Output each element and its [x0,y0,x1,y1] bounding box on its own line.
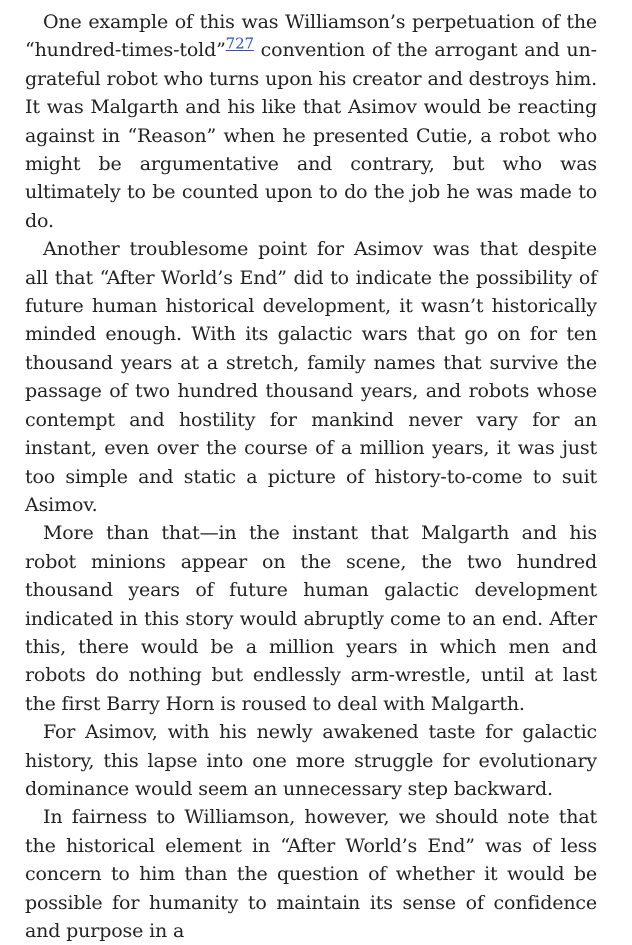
paragraph-1-text-after-note: convention of the arrogant and ungrateful robot who turns upon his creator and destroys him. It was Malgarth and his like that Asimov would be reacting against in “Reason” when he presented Cutie, a robot who might be argumentative and contrary, but who was ultimately to be counted upon to do the job he was made to do. [25,39,597,232]
paragraph-4: For Asimov, with his newly awakened taste for galactic history, this lapse into one more struggle for evolutionary dominance would seem an unnecessary step backward. [25,721,597,800]
paragraph-2: Another troublesome point for Asimov was that despite all that “After World’s End” did to indicate the possibility of future human historical development, it wasn’t historically minded enough. With its galactic wars that go on for ten thousand years at a stretch, family names that survive the passage of two hundred thousand years, and robots whose contempt and hostility for mankind never vary for an instant, even over the course of a million years, it was just too simple and static a picture of history-to-come to suit Asimov. [25,238,597,516]
paragraph-1 [25,8,597,235]
paragraph-3: More than that—in the instant that Malgarth and his robot minions appear on the scene, the two hundred thousand years of future human galactic development indicated in this story would abruptly come to an end. After this, there would be a million years in which men and robots do nothing but endlessly arm-wrestle, until at last the first Barry Horn is roused to deal with Malgarth. [25,522,597,715]
paragraph-1-text-before-note: One example of this was Williamson’s perpetuation of the “hundred-times-told” [25,11,597,62]
paragraph-5: In fairness to Williamson, however, we should note that the historical element in “After World’s End” was of less concern to him than the question of whether it would be possible for humanity to maintain its sense of confidence and purpose in a [25,806,597,942]
book-page [25,8,597,945]
footnote-link-727[interactable]: 727 [225,35,254,54]
